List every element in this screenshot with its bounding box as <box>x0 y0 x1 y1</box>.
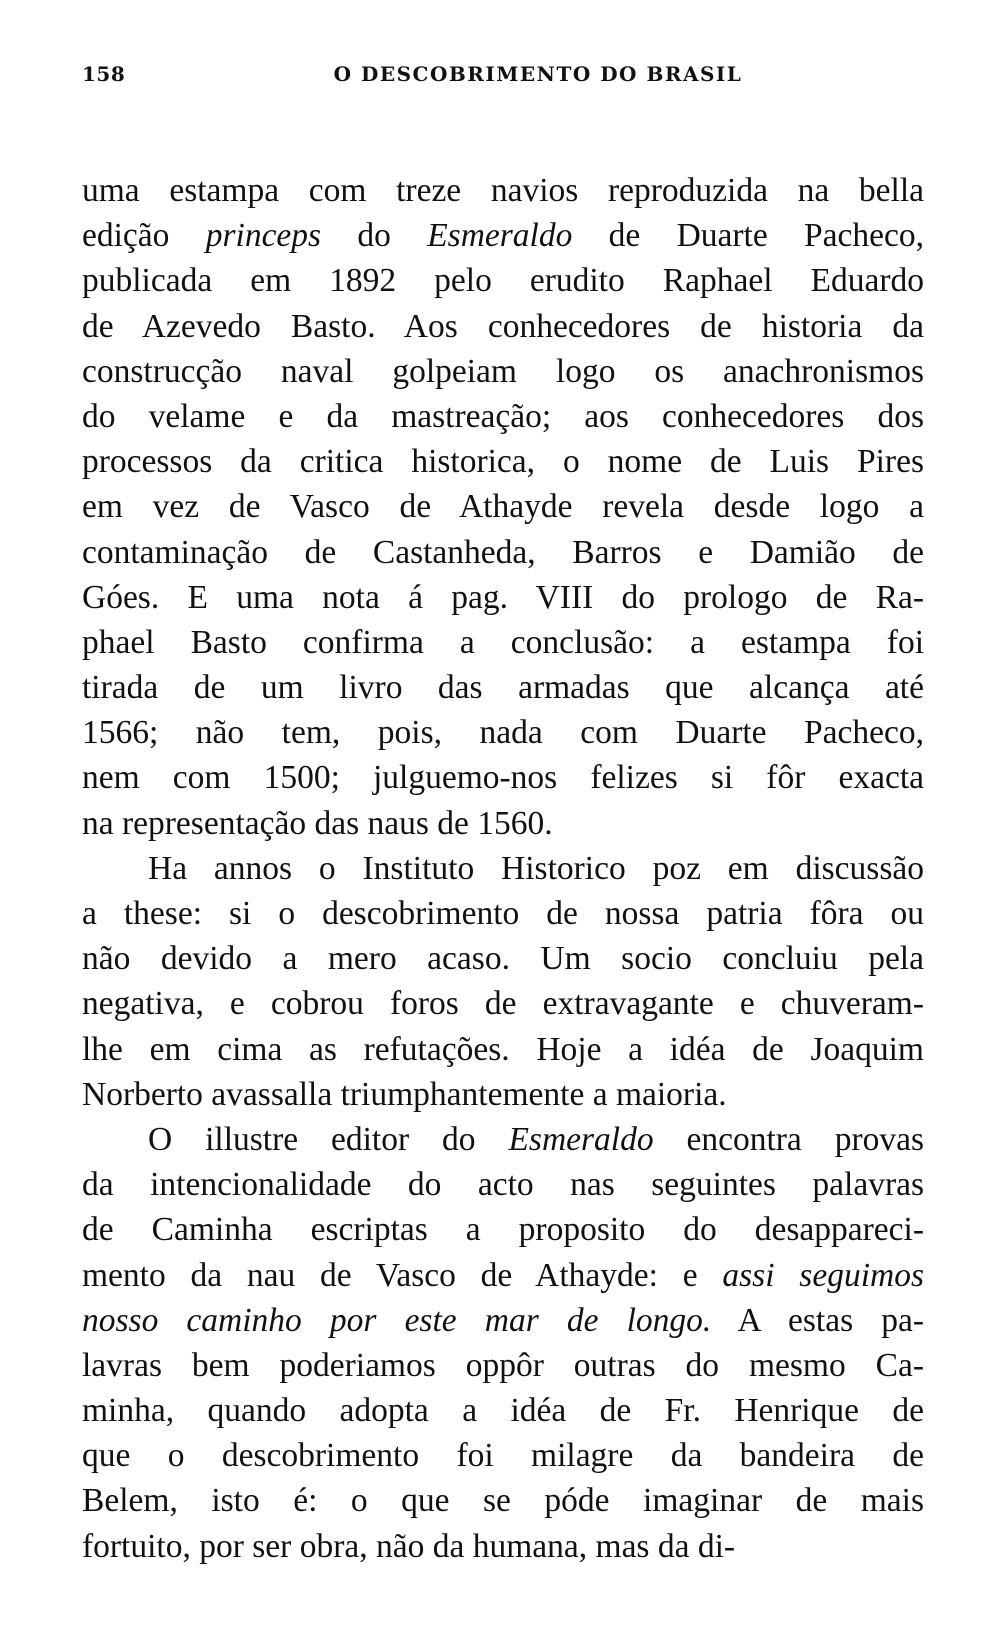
text-line <box>82 530 924 575</box>
paragraph <box>82 846 924 1117</box>
text-line <box>82 936 924 981</box>
text-line <box>82 484 924 529</box>
text-run: Góes. E uma nota á pag. VIII do prologo de Ra- <box>82 578 924 616</box>
text-run: construcção naval golpeiam logo os anachronismos <box>82 352 924 390</box>
text-run: contaminação de Castanheda, Barros e Damião de <box>82 533 924 571</box>
text-run: encontra provas <box>653 1120 925 1158</box>
text-run: negativa, e cobrou foros de extravagante e chuveram- <box>82 985 924 1023</box>
text-line <box>82 755 924 800</box>
text-line <box>82 665 924 710</box>
text-line <box>82 846 924 891</box>
text-run: de Caminha escriptas a proposito do desappareci- <box>82 1211 924 1249</box>
italic-text: assi seguimos <box>722 1256 924 1294</box>
body-text <box>82 168 924 1569</box>
text-run: 1566; não tem, pois, nada com Duarte Pacheco, <box>82 714 924 752</box>
page-header <box>82 58 924 98</box>
text-run: publicada em 1892 pelo erudito Raphael Eduardo <box>82 262 924 300</box>
text-run: edição <box>82 217 206 255</box>
text-line <box>82 258 924 303</box>
text-run: lhe em cima as refutações. Hoje a idéa de Joaquim <box>82 1030 924 1068</box>
text-line <box>82 1162 924 1207</box>
text-line <box>82 1298 924 1343</box>
text-run: O illustre editor do <box>148 1120 509 1158</box>
text-run: do <box>321 217 428 255</box>
text-run: lavras bem poderiamos oppôr outras do mesmo Ca- <box>82 1346 924 1384</box>
italic-text: nosso caminho por este mar de longo. <box>82 1301 712 1339</box>
text-line <box>82 168 924 213</box>
text-run: Belem, isto é: o que se póde imaginar de mais <box>82 1482 924 1520</box>
text-run: Norberto avassalla triumphantemente a maioria. <box>82 1075 727 1113</box>
text-line <box>82 801 924 846</box>
text-line <box>82 1343 924 1388</box>
text-run: de Azevedo Basto. Aos conhecedores de historia da <box>82 307 924 345</box>
text-line <box>82 1433 924 1478</box>
text-line <box>82 213 924 258</box>
text-line <box>82 891 924 936</box>
text-line <box>82 394 924 439</box>
text-run: que o descobrimento foi milagre da bandeira de <box>82 1437 924 1475</box>
text-run: Ha annos o Instituto Historico poz em discussão <box>148 849 924 887</box>
text-line <box>82 1253 924 1298</box>
text-line <box>82 1027 924 1072</box>
text-line <box>82 1478 924 1523</box>
italic-text: Esmeraldo <box>427 217 573 255</box>
text-run: na representação das naus de 1560. <box>82 804 553 842</box>
text-run: uma estampa com treze navios reproduzida na bella <box>82 172 924 209</box>
text-run: minha, quando adopta a idéa de Fr. Henrique de <box>82 1392 924 1430</box>
text-line <box>82 981 924 1026</box>
text-run: não devido a mero acaso. Um socio concluiu pela <box>82 940 924 978</box>
paragraph <box>82 1117 924 1569</box>
text-run: mento da nau de Vasco de Athayde: e <box>82 1256 723 1294</box>
text-line <box>82 439 924 484</box>
text-line <box>82 710 924 755</box>
text-line <box>82 1072 924 1117</box>
text-run: do velame e da mastreação; aos conhecedores dos <box>82 397 924 435</box>
text-line <box>82 1117 924 1162</box>
text-line <box>82 620 924 665</box>
text-run: phael Basto confirma a conclusão: a estampa foi <box>82 623 924 661</box>
text-line <box>82 1207 924 1252</box>
text-line <box>82 575 924 620</box>
text-run: processos da critica historica, o nome de Luis Pires <box>82 443 924 481</box>
text-line <box>82 304 924 349</box>
italic-text: princeps <box>205 217 322 255</box>
text-line <box>82 1524 924 1569</box>
text-run: nem com 1500; julguemo-nos felizes si fôr exacta <box>82 759 924 797</box>
text-line <box>82 349 924 394</box>
text-run: fortuito, por ser obra, não da humana, mas da di- <box>82 1527 736 1565</box>
text-line <box>82 1388 924 1433</box>
paragraph <box>82 168 924 846</box>
text-run: A estas pa- <box>711 1301 925 1339</box>
text-run: em vez de Vasco de Athayde revela desde logo a <box>82 488 924 526</box>
text-run: a these: si o descobrimento de nossa patria fôra ou <box>82 895 924 932</box>
running-title: O DESCOBRIMENTO DO BRASIL <box>333 62 743 86</box>
text-run: de Duarte Pacheco, <box>572 217 925 255</box>
text-run: tirada de um livro das armadas que alcança até <box>82 669 924 707</box>
text-run: da intencionalidade do acto nas seguintes palavras <box>82 1166 924 1204</box>
italic-text: Esmeraldo <box>508 1120 654 1158</box>
page-number: 158 <box>82 62 126 86</box>
